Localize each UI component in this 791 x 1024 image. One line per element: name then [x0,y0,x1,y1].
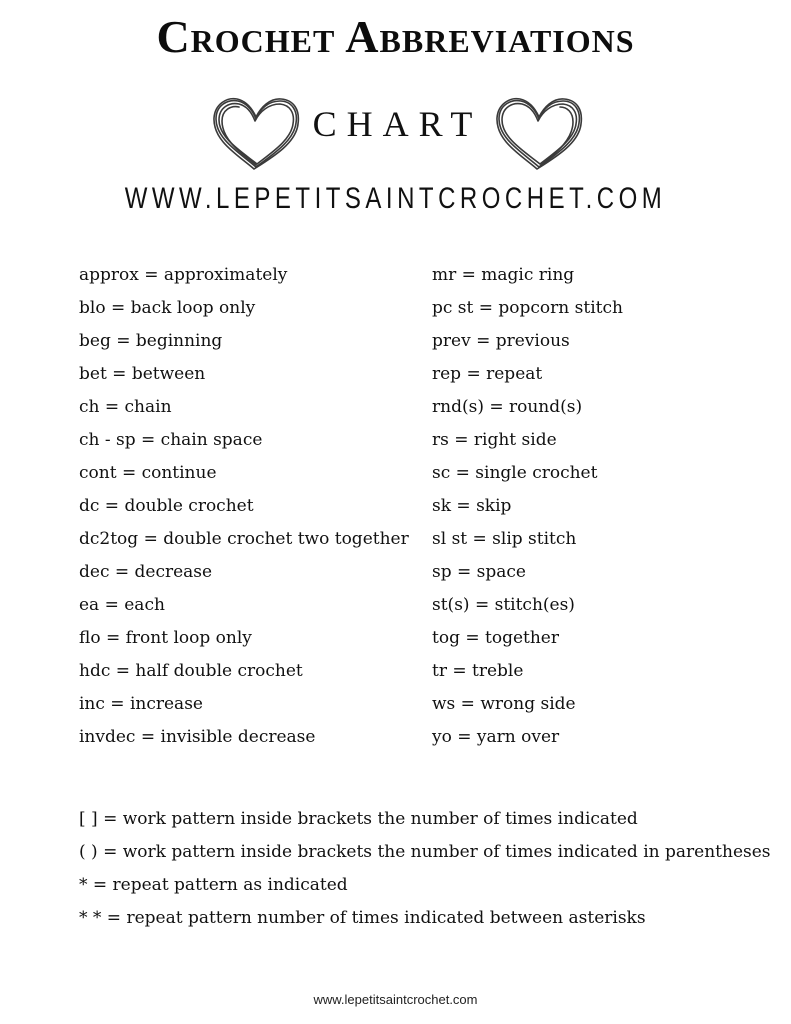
list-item: tog = together [432,628,559,648]
list-item: dc2tog = double crochet two together [79,529,409,549]
list-item: rs = right side [432,430,557,450]
list-item: blo = back loop only [79,298,256,318]
website-heading: WWW.LEPETITSAINTCROCHET.COM [124,181,667,216]
chart-heading [0,93,791,173]
list-item: beg = beginning [79,331,223,351]
list-item: rnd(s) = round(s) [432,397,583,417]
list-item: prev = previous [432,331,570,351]
list-item: st(s) = stitch(es) [432,595,575,615]
list-item: cont = continue [79,463,217,483]
list-item: dec = decrease [79,562,213,582]
heart-icon [493,95,585,175]
list-item: yo = yarn over [432,727,560,747]
list-item: invdec = invisible decrease [79,727,316,747]
footer-url: www.lepetitsaintcrochet.com [313,992,478,1007]
note-asterisk: * = repeat pattern as indicated [79,875,348,895]
notes-list [79,805,791,937]
note-parentheses: ( ) = work pattern inside brackets the number of times indicated in parentheses [79,842,771,862]
list-item: ch - sp = chain space [79,430,263,450]
list-item: rep = repeat [432,364,543,384]
list-item: ws = wrong side [432,694,576,714]
chart-subtitle: CHART [312,104,483,144]
list-item: inc = increase [79,694,203,714]
list-item: approx = approximately [79,265,288,285]
list-item: ea = each [79,595,165,615]
list-item: mr = magic ring [432,265,575,285]
page-title: Crochet Abbreviations [156,11,635,62]
list-item: sc = single crochet [432,463,598,483]
list-item: pc st = popcorn stitch [432,298,623,318]
list-item: sk = skip [432,496,512,516]
list-item: tr = treble [432,661,524,681]
list-item: ch = chain [79,397,172,417]
note-brackets: [ ] = work pattern inside brackets the number of times indicated [79,809,638,829]
list-item: sl st = slip stitch [432,529,577,549]
list-item: dc = double crochet [79,496,254,516]
list-item: sp = space [432,562,526,582]
list-item: hdc = half double crochet [79,661,303,681]
list-item: bet = between [79,364,206,384]
list-item: flo = front loop only [79,628,252,648]
heart-icon [210,95,302,175]
note-double-asterisk: * * = repeat pattern number of times indicated between asterisks [79,908,646,928]
